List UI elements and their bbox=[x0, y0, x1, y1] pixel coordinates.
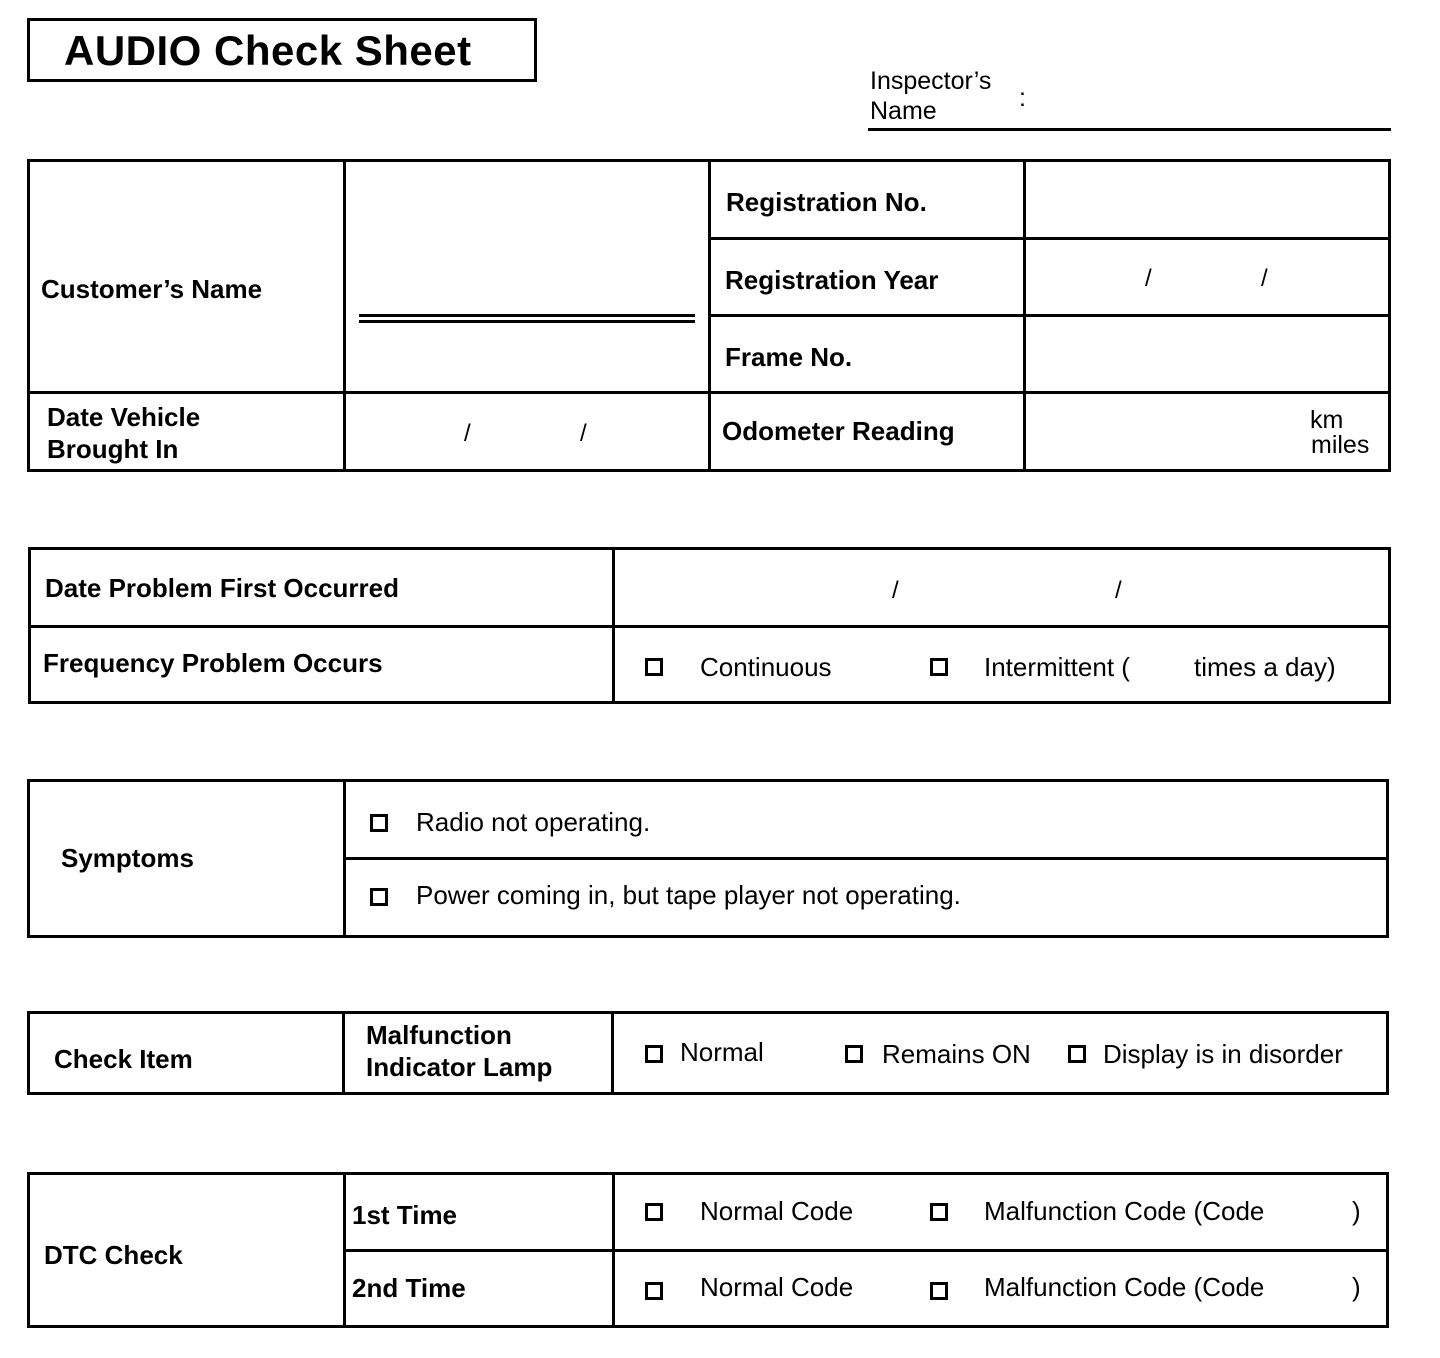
dtc-second-normal-label: Normal Code bbox=[700, 1272, 854, 1302]
dtc-second-close-paren: ) bbox=[1352, 1272, 1361, 1302]
mil-remains-on-label: Remains ON bbox=[882, 1039, 1031, 1069]
date-separator: / bbox=[1115, 577, 1122, 604]
continuous-label: Continuous bbox=[700, 652, 832, 682]
continuous-checkbox[interactable] bbox=[645, 658, 663, 676]
date-brought-in-field[interactable] bbox=[347, 395, 707, 468]
date-first-occurred-label: Date Problem First Occurred bbox=[45, 573, 399, 603]
registration-year-label: Registration Year bbox=[725, 265, 939, 295]
dtc-first-normal-label: Normal Code bbox=[700, 1196, 854, 1226]
odometer-unit-miles: miles bbox=[1311, 431, 1370, 459]
date-separator: / bbox=[892, 577, 899, 604]
intermittent-label: Intermittent ( bbox=[984, 652, 1130, 682]
dtc-second-malfunction-checkbox[interactable] bbox=[930, 1282, 948, 1300]
title-box bbox=[27, 18, 537, 82]
check-item-label: Check Item bbox=[54, 1044, 193, 1074]
registration-no-field[interactable] bbox=[1027, 163, 1387, 236]
mil-display-disorder-checkbox[interactable] bbox=[1068, 1045, 1086, 1063]
dtc-first-close-paren: ) bbox=[1352, 1196, 1361, 1226]
dtc-second-malfunction-label: Malfunction Code (Code bbox=[984, 1272, 1265, 1302]
symptom-radio-checkbox[interactable] bbox=[370, 814, 388, 832]
odometer-unit-km: km bbox=[1310, 406, 1344, 434]
symptom-radio-label: Radio not operating. bbox=[416, 807, 651, 837]
registration-year-field[interactable] bbox=[1027, 241, 1387, 313]
customer-name-field-underline bbox=[359, 320, 695, 323]
mil-display-disorder-label: Display is in disorder bbox=[1103, 1039, 1343, 1069]
dtc-check-label: DTC Check bbox=[44, 1240, 183, 1270]
times-a-day-label: times a day) bbox=[1194, 652, 1336, 682]
dtc-first-time-label: 1st Time bbox=[352, 1200, 458, 1230]
frame-no-label: Frame No. bbox=[725, 342, 853, 372]
inspector-name-label bbox=[870, 66, 991, 126]
date-separator: / bbox=[580, 420, 587, 447]
customer-name-label: Customer’s Name bbox=[41, 274, 263, 304]
date-separator: / bbox=[1261, 265, 1268, 292]
mil-label-line2: Indicator Lamp bbox=[366, 1052, 553, 1082]
intermittent-checkbox[interactable] bbox=[930, 658, 948, 676]
inspector-label-line2: Name bbox=[870, 97, 937, 125]
inspector-colon: : bbox=[1019, 84, 1026, 112]
symptom-tape-checkbox[interactable] bbox=[370, 888, 388, 906]
dtc-first-malfunction-label: Malfunction Code (Code bbox=[984, 1196, 1265, 1226]
frequency-label: Frequency Problem Occurs bbox=[43, 648, 383, 678]
dtc-second-normal-checkbox[interactable] bbox=[645, 1282, 663, 1300]
dtc-second-time-label: 2nd Time bbox=[352, 1273, 466, 1303]
date-first-occurred-field[interactable] bbox=[616, 551, 1387, 624]
date-brought-in-line2: Brought In bbox=[47, 434, 179, 464]
dtc-first-normal-checkbox[interactable] bbox=[645, 1203, 663, 1221]
date-brought-in-line1: Date Vehicle bbox=[47, 402, 201, 432]
symptoms-label: Symptoms bbox=[61, 843, 194, 873]
inspector-label-line1: Inspector’s bbox=[870, 67, 992, 95]
mil-normal-label: Normal bbox=[680, 1037, 764, 1067]
symptom-tape-label: Power coming in, but tape player not operating. bbox=[416, 880, 961, 910]
page-title: AUDIO Check Sheet bbox=[64, 27, 472, 74]
inspector-name-field[interactable] bbox=[868, 128, 1391, 131]
date-separator: / bbox=[464, 420, 471, 447]
mil-normal-checkbox[interactable] bbox=[645, 1045, 663, 1063]
odometer-label: Odometer Reading bbox=[722, 416, 955, 446]
dtc-first-malfunction-checkbox[interactable] bbox=[930, 1203, 948, 1221]
mil-remains-on-checkbox[interactable] bbox=[845, 1045, 863, 1063]
registration-no-label: Registration No. bbox=[726, 187, 927, 217]
frame-no-field[interactable] bbox=[1027, 318, 1387, 390]
date-separator: / bbox=[1145, 265, 1152, 292]
customer-name-field[interactable] bbox=[359, 314, 695, 317]
mil-label-line1: Malfunction bbox=[366, 1020, 512, 1050]
odometer-field[interactable] bbox=[1027, 395, 1387, 468]
date-brought-in-label bbox=[47, 401, 200, 465]
mil-label bbox=[366, 1019, 552, 1083]
